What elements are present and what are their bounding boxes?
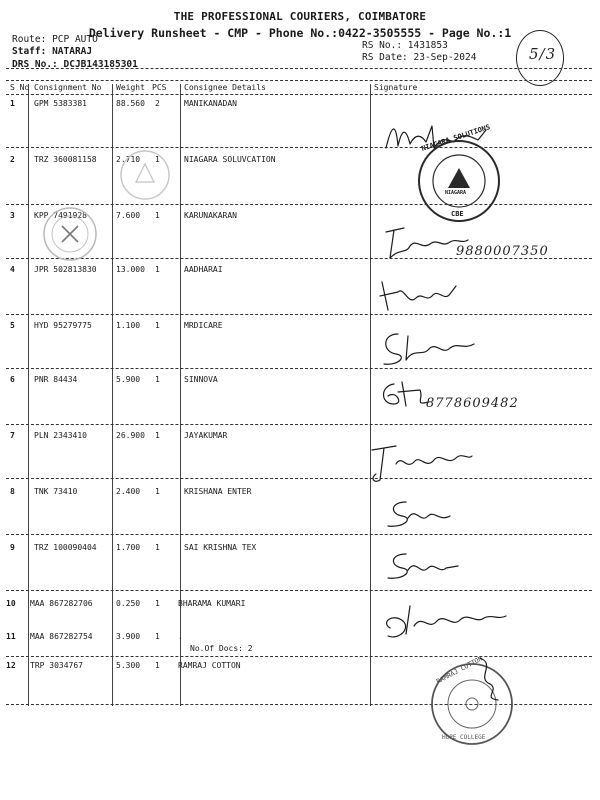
row-weight: 1.100 <box>116 321 141 330</box>
row-weight: 26.900 <box>116 431 145 440</box>
row-consignment: HYD 95279775 <box>34 321 92 330</box>
staff-value: NATARAJ <box>52 46 93 57</box>
handwritten-phone-row-6: 8778609482 <box>426 396 519 411</box>
docs-count-note: No.Of Docs: 2 <box>190 644 253 653</box>
row-weight: 3.900 <box>116 632 141 641</box>
row-divider <box>6 368 592 369</box>
row-weight: 7.600 <box>116 211 141 220</box>
row-sno: 11 <box>6 632 16 641</box>
staff-line <box>12 46 92 57</box>
row-pcs: 1 <box>155 211 160 220</box>
row-pcs: 2 <box>155 99 160 108</box>
row-sno: 4 <box>10 265 15 274</box>
ramraj-stamp-top-text: RAMRAJ COTTON <box>435 654 484 686</box>
row-pcs: 1 <box>155 543 160 552</box>
row-sno: 12 <box>6 661 16 670</box>
signature-row-7 <box>366 440 476 486</box>
row-weight: 88.560 <box>116 99 145 108</box>
corner-note-text: 5/3 <box>529 45 557 63</box>
faint-rubber-stamp <box>40 204 100 264</box>
rs-date-line <box>362 52 476 63</box>
column-header-consignment: Consignment No <box>34 83 102 92</box>
route-label: Route: <box>12 34 47 45</box>
row-sno: 6 <box>10 375 15 384</box>
row-sno: 5 <box>10 321 15 330</box>
row-consignee: BHARAMA KUMARI <box>178 599 246 608</box>
signature-row-9 <box>382 548 462 584</box>
drs-label: DRS No.: <box>12 59 58 70</box>
row-consignee: MANIKANADAN <box>184 99 237 108</box>
rs-no-label: RS No.: <box>362 40 403 51</box>
row-consignee: SINNOVA <box>184 375 218 384</box>
row-consignee: SAI KRISHNA TEX <box>184 543 257 552</box>
rs-no-value: 1431853 <box>407 40 448 51</box>
row-sno: 3 <box>10 211 15 220</box>
row-sno: 1 <box>10 99 15 108</box>
row-weight: 1.700 <box>116 543 141 552</box>
signature-row-12 <box>472 654 506 704</box>
rs-no-line <box>362 40 448 51</box>
row-consignment: KPP 7491928 <box>34 211 87 220</box>
row-consignee: MRDICARE <box>184 321 223 330</box>
signature-row-3 <box>380 218 470 268</box>
row-consignment: MAA 867282706 <box>30 599 93 608</box>
row-divider <box>6 478 592 479</box>
row-divider <box>6 147 592 148</box>
signature-row-6 <box>374 378 434 412</box>
faint-rubber-stamp <box>118 148 172 202</box>
niagara-solutions-stamp <box>416 123 502 224</box>
column-header-pcs: PCS <box>152 83 167 92</box>
row-consignee: RAMRAJ COTTON <box>178 661 241 670</box>
drs-value: DCJB143185301 <box>63 59 138 70</box>
row-divider <box>6 314 592 315</box>
row-sno: 9 <box>10 543 15 552</box>
row-pcs: 1 <box>155 321 160 330</box>
row-consignee: KARUNAKARAN <box>184 211 237 220</box>
company-title: THE PROFESSIONAL COURIERS, COIMBATORE <box>173 10 427 23</box>
row-weight: 2.710 <box>116 155 141 164</box>
column-rule <box>112 84 113 706</box>
runsheet-subtitle: Delivery Runsheet - CMP - Phone No.:0422-3505555 - Page No.:1 <box>88 26 512 40</box>
row-consignment: TRZ 360081158 <box>34 155 97 164</box>
row-pcs: 1 <box>155 661 160 670</box>
signature-row-4 <box>378 276 468 316</box>
row-weight: 13.000 <box>116 265 145 274</box>
row-pcs: 1 <box>155 155 160 164</box>
signature-row-8 <box>384 496 454 530</box>
row-consignment: PNR 84434 <box>34 375 78 384</box>
row-consignee: NIAGARA SOLUVCATION <box>184 155 276 164</box>
row-consignee: AADHARAI <box>184 265 223 274</box>
niagara-stamp-top-text: NIAGARA SOLUTIONS <box>420 123 492 153</box>
handwritten-phone-row-3: 9880007350 <box>456 244 549 259</box>
ramraj-stamp-bottom-text: HOPE COLLEGE <box>442 734 486 741</box>
row-sno: 7 <box>10 431 15 440</box>
row-weight: 5.900 <box>116 375 141 384</box>
route-value: PCP AUTO <box>52 34 98 45</box>
column-header-sno: S No <box>10 83 30 92</box>
column-rule <box>370 84 371 706</box>
row-consignment: TNK 73410 <box>34 487 78 496</box>
row-pcs: 1 <box>155 265 160 274</box>
column-header-weight: Weight <box>116 83 145 92</box>
column-header-signature: Signature <box>374 83 418 92</box>
row-consignment: MAA 867282754 <box>30 632 93 641</box>
row-pcs: 1 <box>155 487 160 496</box>
row-consignee: JAYAKUMAR <box>184 431 228 440</box>
row-consignment: JPR 502813830 <box>34 265 97 274</box>
row-consignment: TRP 3034767 <box>30 661 83 670</box>
row-consignment: GPM 5383381 <box>34 99 87 108</box>
column-header-divider <box>6 94 592 95</box>
row-consignment: PLN 2343410 <box>34 431 87 440</box>
row-consignee: . <box>178 632 183 641</box>
row-divider <box>6 424 592 425</box>
row-sno: 2 <box>10 155 15 164</box>
niagara-stamp-bottom-text: CBE <box>451 210 464 218</box>
row-weight: 5.300 <box>116 661 141 670</box>
row-pcs: 1 <box>155 431 160 440</box>
rs-date-label: RS Date: <box>362 52 408 63</box>
header-divider <box>6 80 592 81</box>
row-consignment: TRZ 100090404 <box>34 543 97 552</box>
column-rule <box>180 84 181 706</box>
row-pcs: 1 <box>155 599 160 608</box>
row-sno: 10 <box>6 599 16 608</box>
corner-handwritten-mark <box>516 30 564 86</box>
row-pcs: 1 <box>155 632 160 641</box>
staff-label: Staff: <box>12 46 47 57</box>
header-divider <box>6 68 592 69</box>
niagara-stamp-center-text: NIAGARA <box>445 190 467 196</box>
column-header-consignee: Consignee Details <box>184 83 266 92</box>
column-rule <box>28 84 29 706</box>
row-weight: 2.400 <box>116 487 141 496</box>
signature-row-5 <box>378 326 478 370</box>
row-consignee: KRISHANA ENTER <box>184 487 252 496</box>
row-weight: 0.250 <box>116 599 141 608</box>
row-pcs: 1 <box>155 375 160 384</box>
signature-row-10 <box>380 600 510 644</box>
route-line <box>12 34 98 45</box>
rs-date-value: 23-Sep-2024 <box>413 52 477 63</box>
row-sno: 8 <box>10 487 15 496</box>
row-divider <box>6 534 592 535</box>
row-divider <box>6 590 592 591</box>
